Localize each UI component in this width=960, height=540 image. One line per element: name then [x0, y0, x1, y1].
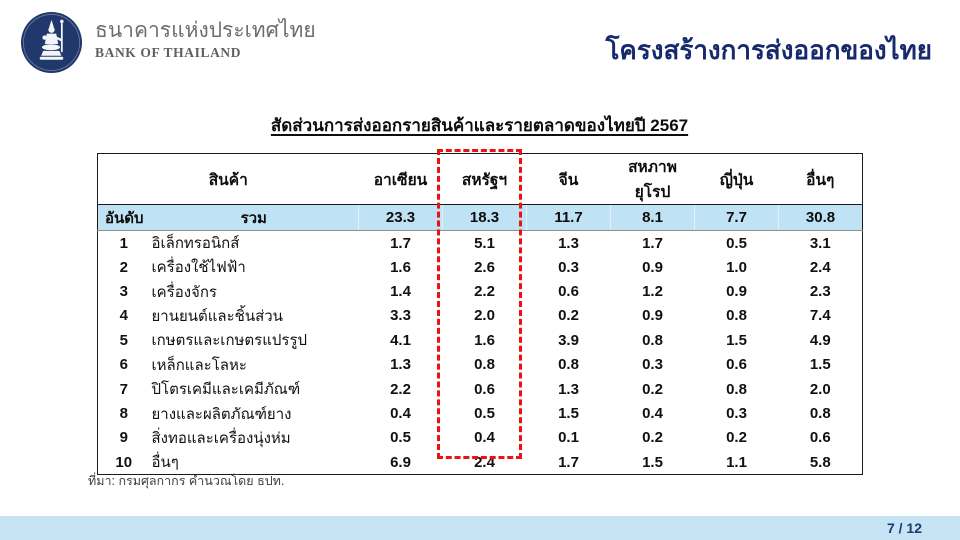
table-row	[98, 304, 863, 328]
value-cell: 0.9	[726, 283, 747, 301]
value-cell: 0.5	[390, 429, 411, 447]
value-cell: 2.2	[474, 283, 495, 301]
table-row	[98, 401, 863, 425]
value-cell: 1.3	[558, 234, 579, 252]
value-cell: 0.5	[726, 234, 747, 252]
column-header-market-japan: ญี่ปุ่น	[695, 154, 779, 205]
logo-english-name: BANK OF THAILAND	[95, 45, 242, 60]
value-cell: 2.4	[809, 258, 831, 276]
product-cell: ยางและผลิตภัณฑ์ยาง	[151, 405, 292, 423]
page-number: 7 / 12	[886, 520, 922, 536]
value-cell: 6.9	[390, 453, 411, 471]
rank-cell: 8	[119, 405, 128, 423]
column-header-market-others: อื่นๆ	[779, 154, 863, 205]
rank-cell: 6	[119, 356, 128, 374]
product-cell: อื่นๆ	[151, 454, 179, 472]
value-cell: 0.8	[642, 331, 663, 349]
product-cell: สิ่งทอและเครื่องนุ่งห่ม	[151, 429, 291, 447]
column-header-market-us: สหรัฐฯ	[443, 154, 527, 205]
total-value-cell: 30.8	[779, 205, 863, 231]
rank-cell: 10	[115, 453, 133, 471]
table-row	[98, 279, 863, 303]
value-cell: 1.3	[390, 356, 411, 374]
value-cell: 0.8	[474, 356, 495, 374]
export-table-area	[97, 153, 862, 472]
value-cell: 0.8	[726, 380, 747, 398]
value-cell: 0.3	[642, 356, 663, 374]
value-cell: 0.6	[558, 283, 579, 301]
value-cell: 0.9	[642, 258, 663, 276]
table-title: สัดส่วนการส่งออกรายสินค้าและรายตลาดของไทยปี 2567	[270, 116, 689, 135]
value-cell: 3.3	[390, 307, 411, 325]
value-cell: 0.8	[726, 307, 747, 325]
value-cell: 0.4	[390, 405, 411, 423]
value-cell: 1.3	[558, 380, 579, 398]
product-cell: เครื่องใช้ไฟฟ้า	[151, 259, 246, 277]
rank-cell: 9	[119, 429, 128, 447]
table-row	[98, 426, 863, 450]
value-cell: 7.4	[809, 307, 831, 325]
value-cell: 0.9	[642, 307, 663, 325]
value-cell: 0.6	[809, 429, 831, 447]
product-cell: ปิโตรเคมีและเคมีภัณฑ์	[151, 381, 301, 399]
value-cell: 2.3	[809, 283, 831, 301]
value-cell: 3.1	[809, 234, 831, 252]
rank-header-cell: อันดับ	[98, 205, 150, 231]
value-cell: 2.0	[809, 380, 831, 398]
value-cell: 1.4	[390, 283, 411, 301]
rank-cell: 4	[119, 307, 128, 325]
total-value-cell: 11.7	[527, 205, 611, 231]
table-row	[98, 353, 863, 377]
value-cell: 1.5	[558, 405, 579, 423]
logo-thai-name: ธนาคารแห่งประเทศไทย	[95, 19, 316, 42]
value-cell: 1.6	[474, 331, 495, 349]
table-row	[98, 231, 863, 256]
value-cell: 1.7	[390, 234, 411, 252]
total-value-cell: 23.3	[359, 205, 443, 231]
rank-cell: 5	[119, 331, 128, 349]
value-cell: 2.0	[474, 307, 495, 325]
value-cell: 2.4	[474, 453, 495, 471]
column-header-market-china: จีน	[527, 154, 611, 205]
value-cell: 0.4	[642, 405, 663, 423]
value-cell: 0.2	[726, 429, 747, 447]
rank-cell: 3	[119, 283, 128, 301]
product-cell: เครื่องจักร	[151, 283, 217, 301]
value-cell: 2.6	[474, 258, 495, 276]
total-value-cell: 8.1	[611, 205, 695, 231]
column-header-market-asean: อาเซียน	[359, 154, 443, 205]
value-cell: 1.0	[726, 258, 747, 276]
value-cell: 0.3	[726, 405, 747, 423]
value-cell: 5.8	[809, 453, 831, 471]
rank-cell: 1	[119, 234, 128, 252]
value-cell: 1.5	[642, 453, 663, 471]
rank-cell: 2	[119, 258, 128, 276]
table-row	[98, 328, 863, 352]
value-cell: 0.5	[474, 405, 495, 423]
table-body	[98, 231, 863, 475]
value-cell: 0.6	[474, 380, 495, 398]
value-cell: 0.2	[558, 307, 579, 325]
value-cell: 0.2	[642, 380, 663, 398]
slide-title: โครงสร้างการส่งออกของไทย	[605, 35, 932, 65]
value-cell: 1.6	[390, 258, 411, 276]
bank-of-thailand-logo	[95, 19, 316, 61]
value-cell: 1.7	[558, 453, 579, 471]
value-cell: 0.2	[642, 429, 663, 447]
total-value-cell: 18.3	[443, 205, 527, 231]
value-cell: 0.8	[809, 405, 831, 423]
value-cell: 0.3	[558, 258, 579, 276]
value-cell: 4.1	[390, 331, 411, 349]
source-note: ที่มา: กรมศุลกากร คำนวณโดย ธปท.	[88, 474, 285, 488]
value-cell: 0.8	[558, 356, 579, 374]
rank-cell: 7	[119, 380, 128, 398]
value-cell: 5.1	[474, 234, 495, 252]
export-table	[97, 153, 863, 475]
table-row	[98, 255, 863, 279]
value-cell: 1.5	[809, 356, 831, 374]
value-cell: 1.7	[642, 234, 663, 252]
footer-bar	[0, 516, 960, 540]
value-cell: 3.9	[558, 331, 579, 349]
column-header-market-eu: สหภาพยุโรป	[611, 154, 695, 205]
value-cell: 1.1	[726, 453, 747, 471]
column-header-product: สินค้า	[98, 154, 359, 205]
product-cell: ยานยนต์และชิ้นส่วน	[151, 307, 283, 325]
value-cell: 0.1	[558, 429, 579, 447]
product-cell: เหล็กและโลหะ	[151, 356, 247, 374]
product-cell: เกษตรและเกษตรแปรรูป	[151, 332, 308, 350]
table-row	[98, 377, 863, 401]
bank-of-thailand-logo-icon	[20, 11, 83, 74]
total-label-cell: รวม	[150, 205, 359, 231]
total-value-cell: 7.7	[695, 205, 779, 231]
value-cell: 1.2	[642, 283, 663, 301]
value-cell: 2.2	[390, 380, 411, 398]
value-cell: 0.4	[474, 429, 495, 447]
total-row	[98, 205, 863, 231]
column-header-row	[98, 154, 863, 205]
value-cell: 4.9	[809, 331, 831, 349]
value-cell: 1.5	[726, 331, 747, 349]
product-cell: อิเล็กทรอนิกส์	[151, 235, 240, 252]
value-cell: 0.6	[726, 356, 747, 374]
